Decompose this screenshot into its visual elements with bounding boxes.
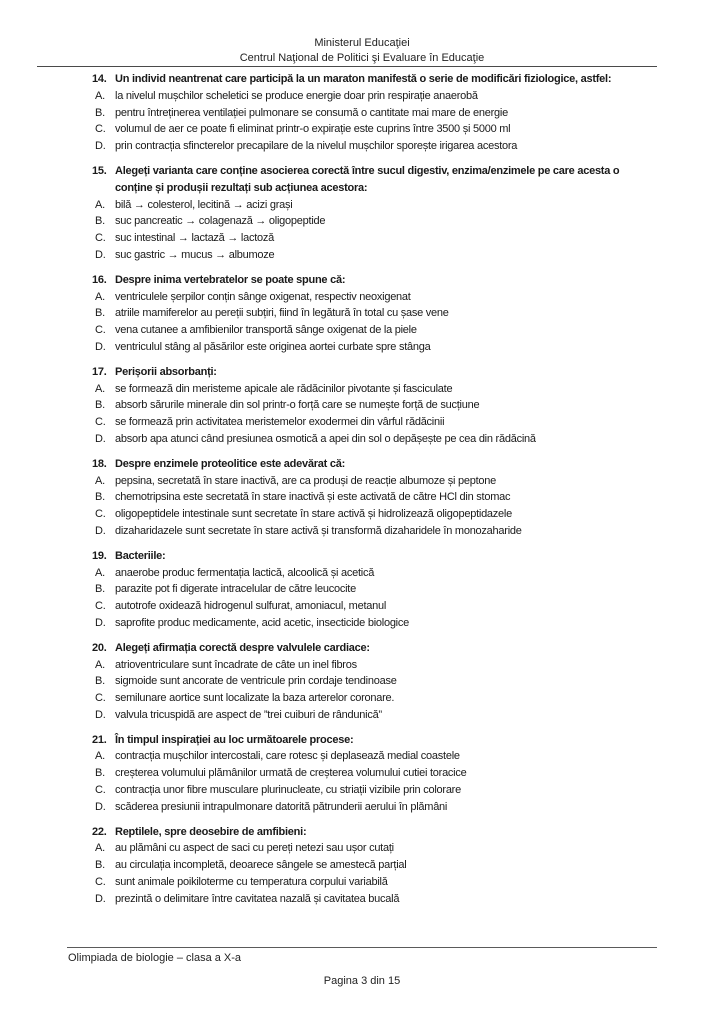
question-header <box>92 548 650 565</box>
option-text: scăderea presiunii intrapulmonare datorită pătrunderii aerului în plămâni <box>115 800 448 813</box>
question-number: 18. <box>92 457 107 470</box>
option-text: autotrofe oxidează hidrogenul sulfurat, amoniacul, metanul <box>115 600 387 613</box>
question-number: 15. <box>92 164 107 177</box>
option-text: au plămâni cu aspect de saci cu pereți netezi sau ușor cutați <box>115 842 394 855</box>
question-text: Alegeți varianta care conține asocierea corectă între sucul digestiv, enzima/enzimele pe care acesta o conține și produșii rezultați sub acțiunea acestora: <box>115 164 620 194</box>
answer-option <box>92 230 650 247</box>
question-number: 21. <box>92 733 107 746</box>
answer-option <box>92 523 650 540</box>
option-letter: A. <box>95 474 105 487</box>
question-text: Reptilele, spre deosebire de amfibieni: <box>115 825 307 838</box>
answer-option <box>92 657 650 674</box>
option-letter: C. <box>95 416 106 429</box>
option-letter: B. <box>95 106 105 119</box>
answer-option <box>92 431 650 448</box>
question-header <box>92 640 650 657</box>
answer-option <box>92 322 650 339</box>
option-text: contracția mușchilor intercostali, care rotesc și deplasează medial coastele <box>115 750 460 763</box>
option-text: creșterea volumului plămânilor urmată de creșterea volumului cutiei toracice <box>115 767 467 780</box>
answer-option <box>92 381 650 398</box>
option-letter: B. <box>95 307 105 320</box>
option-letter: A. <box>95 382 105 395</box>
option-text: valvula tricuspidă are aspect de ”trei cuiburi de rândunică” <box>115 708 382 721</box>
question-block <box>92 163 650 264</box>
header-divider <box>37 66 657 67</box>
answer-option <box>92 799 650 816</box>
answer-option <box>92 305 650 322</box>
option-letter: D. <box>95 800 106 813</box>
option-text: se formează prin activitatea meristemelor exodermei din vârful rădăcinii <box>115 416 445 429</box>
option-letter: B. <box>95 859 105 872</box>
question-header <box>92 71 650 88</box>
option-text: ventriculele șerpilor conțin sânge oxigenat, respectiv neoxigenat <box>115 290 411 303</box>
answer-option <box>92 765 650 782</box>
footer-document-title: Olimpiada de biologie – clasa a X-a <box>68 952 242 964</box>
header-center-line: Centrul Naţional de Politici şi Evaluare în Educaţie <box>239 52 485 64</box>
option-text: contracția unor fibre musculare plurinucleate, cu striații vizibile prin colorare <box>115 784 461 797</box>
option-text: prin contracția sfincterelor precapilare de la nivelul mușchilor sporește irigarea acestora <box>115 140 518 153</box>
question-number: 20. <box>92 641 107 654</box>
answer-option <box>92 673 650 690</box>
question-block <box>92 272 650 356</box>
option-text: pentru întreținerea ventilației pulmonare se consumă o cantitate mai mare de energie <box>115 106 508 119</box>
option-text: atriile mamiferelor au pereții subțiri, fiind în legătură în total cu șase vene <box>115 307 449 320</box>
option-letter: A. <box>95 89 105 102</box>
question-header <box>92 163 650 197</box>
answer-option <box>92 289 650 306</box>
option-letter: D. <box>95 340 106 353</box>
answer-option <box>92 489 650 506</box>
question-header <box>92 364 650 381</box>
option-letter: B. <box>95 767 105 780</box>
question-number: 16. <box>92 273 107 286</box>
option-letter: C. <box>95 508 106 521</box>
question-block <box>92 364 650 448</box>
option-letter: C. <box>95 123 106 136</box>
question-block <box>92 732 650 816</box>
answer-option <box>92 581 650 598</box>
questions-list <box>92 71 650 908</box>
option-text: bilă → colesterol, lecitină → acizi grași <box>115 198 293 211</box>
question-text: Bacteriile: <box>115 549 166 562</box>
option-letter: A. <box>95 290 105 303</box>
question-text: Despre inima vertebratelor se poate spune că: <box>115 273 346 286</box>
option-letter: C. <box>95 232 106 245</box>
option-text: pepsina, secretată în stare inactivă, are ca produși de reacție albumoze și peptone <box>115 474 496 487</box>
question-text: Un individ neantrenat care participă la un maraton manifestă o serie de modificări fiziologice, astfel: <box>115 73 612 85</box>
question-block <box>92 640 650 724</box>
option-text: suc gastric → mucus → albumoze <box>115 248 275 261</box>
option-text: sunt animale poikiloterme cu temperatura corpului variabilă <box>115 876 388 889</box>
answer-option <box>92 88 650 105</box>
page-header <box>0 0 724 66</box>
answer-option <box>92 473 650 490</box>
option-text: anaerobe produc fermentația lactică, alcoolică și acetică <box>115 566 375 579</box>
question-block <box>92 456 650 540</box>
question-number: 17. <box>92 365 107 378</box>
question-header <box>92 456 650 473</box>
answer-option <box>92 690 650 707</box>
option-text: atrioventriculare sunt încadrate de câte un inel fibros <box>115 658 357 671</box>
question-text: Alegeți afirmația corectă despre valvulele cardiace: <box>115 641 370 654</box>
option-letter: A. <box>95 842 105 855</box>
answer-option <box>92 197 650 214</box>
option-letter: B. <box>95 215 105 228</box>
header-ministry-line: Ministerul Educaţiei <box>314 37 410 49</box>
option-letter: A. <box>95 750 105 763</box>
option-text: se formează din meristeme apicale ale rădăcinilor pivotante și fasciculate <box>115 382 453 395</box>
option-letter: B. <box>95 583 105 596</box>
option-letter: C. <box>95 784 106 797</box>
answer-option <box>92 874 650 891</box>
answer-option <box>92 121 650 138</box>
option-text: chemotripsina este secretată în stare inactivă și este activată de către HCl din stomac <box>115 491 511 504</box>
answer-option <box>92 857 650 874</box>
option-letter: A. <box>95 198 105 211</box>
option-letter: C. <box>95 692 106 705</box>
option-letter: D. <box>95 432 106 445</box>
answer-option <box>92 105 650 122</box>
option-text: suc intestinal → lactază → lactoză <box>115 232 275 245</box>
answer-option <box>92 247 650 264</box>
option-text: prezintă o delimitare între cavitatea nazală și cavitatea bucală <box>115 892 400 905</box>
option-letter: B. <box>95 675 105 688</box>
answer-option <box>92 615 650 632</box>
answer-option <box>92 414 650 431</box>
option-text: vena cutanee a amfibienilor transportă sânge oxigenat de la piele <box>115 324 417 337</box>
question-header <box>92 732 650 749</box>
option-letter: D. <box>95 140 106 153</box>
answer-option <box>92 748 650 765</box>
option-text: semilunare aortice sunt localizate la baza arterelor coronare. <box>115 692 395 705</box>
option-letter: D. <box>95 708 106 721</box>
answer-option <box>92 840 650 857</box>
answer-option <box>92 397 650 414</box>
option-text: volumul de aer ce poate fi eliminat printr-o expirație este cuprins între 3500 și 5000 ml <box>115 123 511 136</box>
option-letter: B. <box>95 491 105 504</box>
answer-option <box>92 506 650 523</box>
option-text: absorb sărurile minerale din sol printr-o forță care se numește forță de sucțiune <box>115 399 480 412</box>
option-letter: A. <box>95 566 105 579</box>
question-block <box>92 824 650 908</box>
option-letter: A. <box>95 658 105 671</box>
answer-option <box>92 707 650 724</box>
answer-option <box>92 598 650 615</box>
answer-option <box>92 339 650 356</box>
page-number: Pagina 3 din 15 <box>323 975 401 987</box>
question-block <box>92 71 650 155</box>
answer-option <box>92 782 650 799</box>
option-text: au circulația incompletă, deoarece sângele se amestecă parțial <box>115 859 407 872</box>
answer-option <box>92 891 650 908</box>
option-text: la nivelul mușchilor scheletici se produce energie doar prin respirație anaerobă <box>115 89 478 102</box>
footer-divider <box>67 947 657 948</box>
option-letter: C. <box>95 324 106 337</box>
option-letter: B. <box>95 399 105 412</box>
question-text: În timpul inspirației au loc următoarele procese: <box>115 733 354 746</box>
question-number: 19. <box>92 549 107 562</box>
option-text: absorb apa atunci când presiunea osmotică a apei din sol o depășește pe cea din rădăcină <box>115 432 536 445</box>
question-header <box>92 824 650 841</box>
answer-option <box>92 213 650 230</box>
option-letter: D. <box>95 524 106 537</box>
question-text: Perișorii absorbanți: <box>115 365 217 378</box>
option-text: sigmoide sunt ancorate de ventricule prin cordaje tendinoase <box>115 675 397 688</box>
option-letter: D. <box>95 248 106 261</box>
answer-option <box>92 565 650 582</box>
option-text: ventriculul stâng al păsărilor este originea aortei curbate spre stânga <box>115 340 431 353</box>
answer-option <box>92 138 650 155</box>
option-letter: D. <box>95 892 106 905</box>
question-number: 22. <box>92 825 107 838</box>
question-block <box>92 548 650 632</box>
question-text: Despre enzimele proteolitice este adevărat că: <box>115 457 345 470</box>
question-header <box>92 272 650 289</box>
option-text: dizaharidazele sunt secretate în stare activă și transformă dizaharidele în monozaharide <box>115 524 522 537</box>
option-text: parazite pot fi digerate intracelular de către leucocite <box>115 583 356 596</box>
option-text: saprofite produc medicamente, acid acetic, insecticide biologice <box>115 616 409 629</box>
option-letter: C. <box>95 600 106 613</box>
option-letter: C. <box>95 876 106 889</box>
option-letter: D. <box>95 616 106 629</box>
question-number: 14. <box>92 73 107 85</box>
option-text: oligopeptidele intestinale sunt secretate în stare activă și hidrolizează oligopeptidazele <box>115 508 512 521</box>
option-text: suc pancreatic → colagenază → oligopeptide <box>115 215 326 228</box>
